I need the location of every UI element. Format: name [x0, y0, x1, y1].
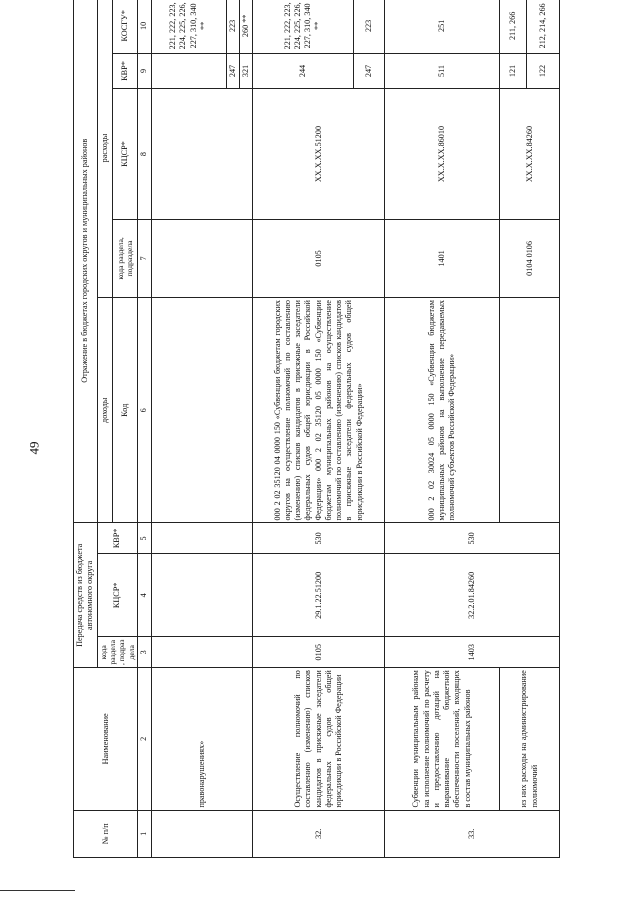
row32-kod: 000 2 02 35120 04 0000 150 «Субвенции бюджетам городских округов на осуществление полномочий по составлению (изменению) списков кандидатов в присяжные заседатели федеральных судов общей юрисдикции в Российской Федерации» 000 2 02 35120 05 0000 150 «Субвенции бюджетам муниципальных районов на осуществление полномочий по составлению (изменению) списков кандидатов в присяжные заседатели федеральных судов общей юрисдикции в Российской Федерации»: [253, 298, 385, 523]
row33-sub-name: из них расходы на администрирование полномочий: [500, 668, 560, 810]
row33-sub-razdel: 0104 0106: [500, 219, 560, 297]
column-number-row: [138, 0, 151, 858]
col-num-1: 1: [138, 810, 151, 857]
col-num-4: 4: [138, 554, 151, 637]
col-num-9: 9: [138, 53, 151, 89]
row32-kcsr-b: ХХ.Х.ХХ.51200: [253, 89, 385, 219]
row32-kosgu-2: 223: [354, 0, 385, 53]
row32-kvr: 530: [253, 523, 385, 554]
row33-kosgu: 251: [385, 0, 500, 53]
header-kcsr-b: КЦСР*: [112, 89, 138, 219]
col-num-5: 5: [138, 523, 151, 554]
row32-name: Осуществление полномочий по составлению (изменению) списков кандидатов в присяжные заседатели федеральных судов общей юрисдикции в Российской Федерации: [253, 668, 385, 810]
row33-num: 33.: [385, 810, 560, 857]
header-row-1: [74, 0, 98, 858]
row33-sub-kcsr: ХХ.Х.ХХ.84260: [500, 89, 560, 219]
header-name: Наименование: [74, 668, 138, 810]
row32-num: 32.: [253, 810, 385, 857]
row0-kosgu-2: 223: [226, 0, 239, 53]
header-expenses: расходы: [97, 0, 112, 298]
header-razdel-b: кода раздела, подраздела: [112, 219, 138, 297]
row33-kvr-b: 511: [385, 53, 500, 89]
header-kosgu: КОСГУ*: [112, 0, 138, 53]
row32-kcsr: 29.1.22.51200: [253, 554, 385, 637]
row32-kosgu-1: 221, 222, 223, 224, 225, 226, 227, 310, 340 **: [253, 0, 354, 53]
header-kvr-b: КВР*: [112, 53, 138, 89]
header-transfer-group: Передача средств из бюджета автономного округа: [74, 523, 98, 668]
row33-sub-kvr-1: 121: [500, 53, 527, 89]
header-reflect-group: Отражение в бюджетах городских округов и муниципальных районов: [74, 0, 98, 523]
col-num-3: 3: [138, 637, 151, 668]
row33-sub-kvr-2: 122: [527, 53, 560, 89]
row32-kvr-b-2: 247: [354, 53, 385, 89]
row33-sub-kosgu-2: 212, 214, 266: [527, 0, 560, 53]
row33-sub-kosgu-1: 211, 266: [500, 0, 527, 53]
col-num-10: 10: [138, 0, 151, 53]
table-row-continuation: [151, 0, 226, 858]
col-num-7: 7: [138, 219, 151, 297]
table-row-33-sub: [500, 0, 527, 858]
header-num: № п/п: [74, 810, 138, 857]
header-kcsr-a: КЦСР*: [97, 554, 138, 637]
row32-kvr-b-1: 244: [253, 53, 354, 89]
header-kvr-a: КВР*: [97, 523, 138, 554]
row33-razdel: 1403: [385, 637, 560, 668]
header-razdel-a: кода раздела , подраз дела: [97, 637, 138, 668]
bottom-rule: [0, 890, 75, 891]
funds-table: [73, 0, 560, 858]
page-number: 49: [26, 441, 42, 455]
row0-kosgu-3: 260 **: [239, 0, 252, 53]
row32-razdel-b: 0105: [253, 219, 385, 297]
row33-kcsr: 32.2.01.84260: [385, 554, 560, 637]
header-incomes: доходы: [97, 298, 112, 523]
row33-razdel-b: 1401: [385, 219, 500, 297]
row0-kosgu-1: 221, 222, 223, 224, 225, 226, 227, 310, 340 **: [151, 0, 226, 53]
row33-kod: 000 2 02 30024 05 0000 150 «Субвенции бюджетам муниципальных районов на выполнение передаваемых полномочий субъектов Российской Федерации»: [385, 298, 500, 523]
row33-kvr: 530: [385, 523, 560, 554]
row33-kcsr-b: ХХ.Х.ХХ.86010: [385, 89, 500, 219]
col-num-2: 2: [138, 668, 151, 810]
table-row-33: [385, 0, 500, 858]
header-kod: Код: [112, 298, 138, 523]
row33-name: Субвенции муниципальным районам на исполнение полномочий по расчету и предоставлению дотаций на выравнивание бюджетной обеспеченности поселений, входящих в состав муниципальных районов: [385, 668, 500, 810]
row0-kvr-3: 321: [239, 53, 252, 89]
col-num-8: 8: [138, 89, 151, 219]
table-row-32: [253, 0, 354, 858]
row0-name: правонарушениях»: [151, 668, 253, 810]
row32-razdel: 0105: [253, 637, 385, 668]
row0-kvr-1: 247: [226, 53, 239, 89]
col-num-6: 6: [138, 298, 151, 523]
rotated-table-wrapper: [73, 0, 593, 858]
